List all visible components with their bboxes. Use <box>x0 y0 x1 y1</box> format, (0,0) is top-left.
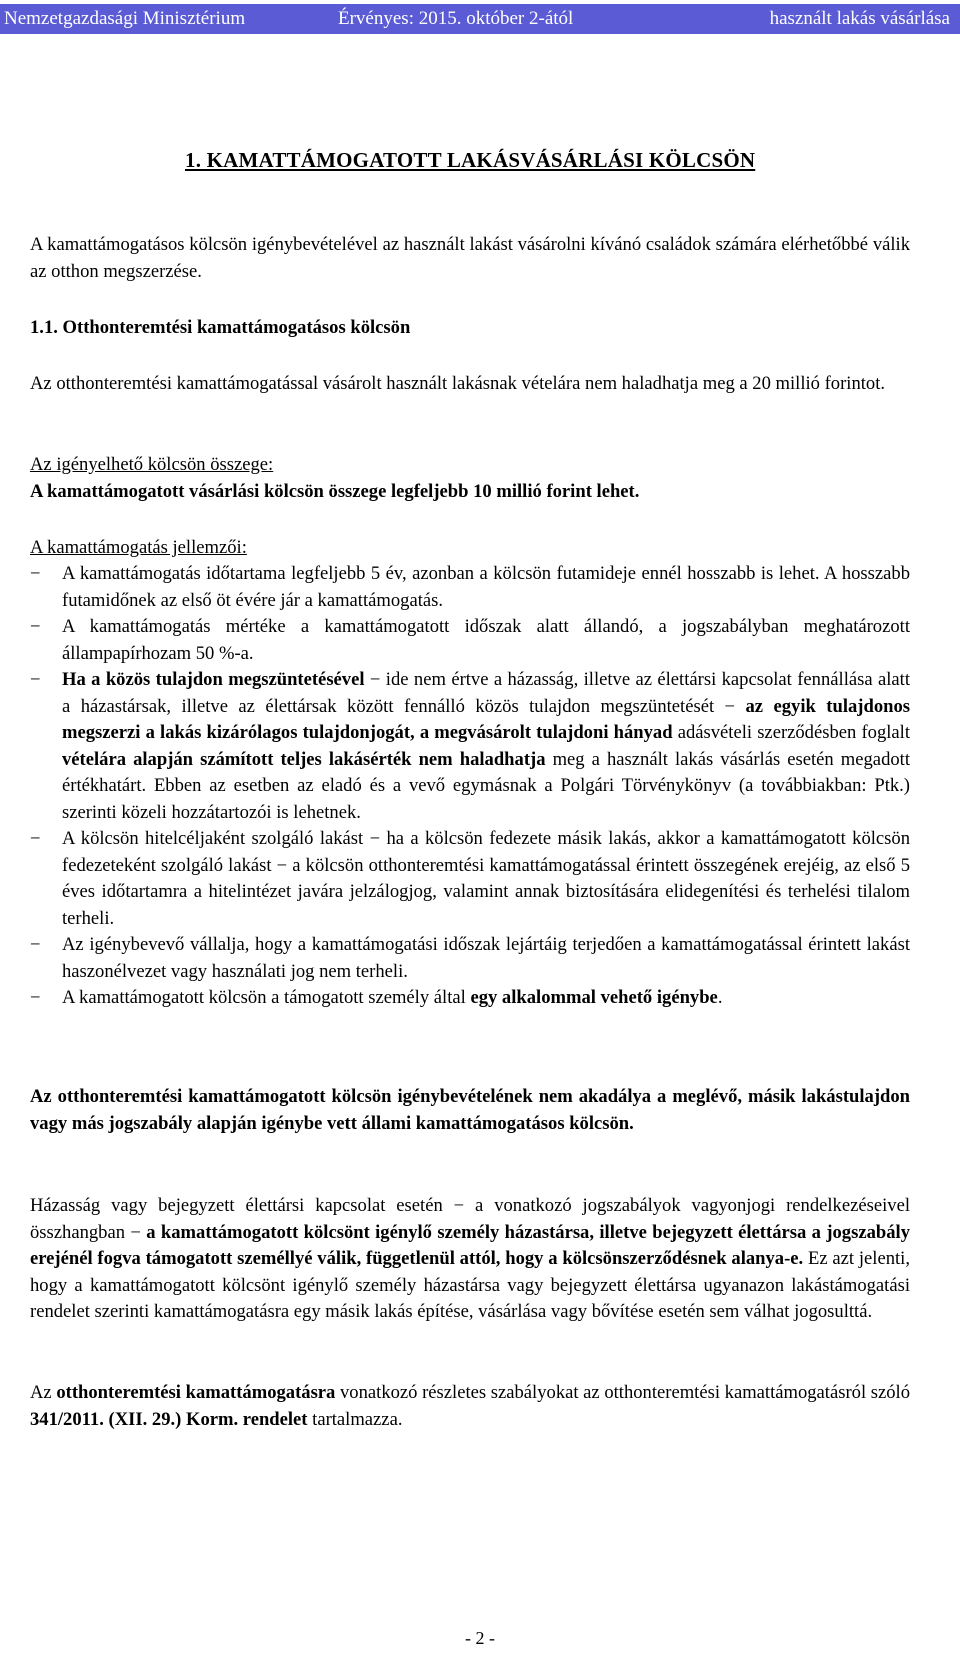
regulation-paragraph: Az otthonteremtési kamattámogatásra vonatkozó részletes szabályokat az otthonteremtési kamattámogatásról szóló 341/2011. (XII. 29.) Korm. rendelet tartalmazza. <box>30 1382 911 1430</box>
header-ministry: Nemzetgazdasági Minisztérium <box>4 8 246 29</box>
list-item: − Az igénybevevő vállalja, hogy a kamattámogatási időszak lejártáig terjedően a kamattámogatással érintett lakást haszonélvezet vagy használati jog nem terheli. <box>30 932 910 985</box>
document-title: 1. KAMATTÁMOGATOTT LAKÁSVÁSÁRLÁSI KÖLCSÖN <box>185 148 756 172</box>
page-number: - 2 - <box>465 1628 495 1648</box>
header-topic: használt lakás vásárlása <box>769 8 950 29</box>
features-list <box>30 561 910 1012</box>
list-item: − A kamattámogatott kölcsön a támogatott személy által egy alkalommal vehető igénybe. <box>30 985 910 1012</box>
header-validity: Érvényes: 2015. október 2-ától <box>338 8 574 29</box>
list-item: − A kölcsön hitelcéljaként szolgáló lakást − ha a kölcsön fedezete másik lakás, akkor a kamattámogatott kölcsön fedezeteként szolgáló lakást − a kölcsön otthonteremtési kamattámogatással érintett összegének erejéig, az első 5 éves időtartamra a hitelintézet javára jelzálogjog, valamint annak biztosítására elidegenítési és terhelési tilalom terheli. <box>30 826 910 932</box>
section-heading: 1.1. Otthonteremtési kamattámogatásos kölcsön <box>30 317 411 338</box>
list-item: − A kamattámogatás időtartama legfeljebb 5 év, azonban a kölcsön futamideje ennél hosszabb is lehet. A hosszabb futamidőnek az első öt évére jár a kamattámogatás. <box>30 561 910 614</box>
features-heading: A kamattámogatás jellemzői: <box>30 537 247 558</box>
loan-amount-text: A kamattámogatott vásárlási kölcsön összege legfeljebb 10 millió forint lehet. <box>30 481 640 502</box>
page-header <box>0 4 960 34</box>
intro-paragraph: A kamattámogatásos kölcsön igénybevételével az használt lakást vásárolni kívánó családok számára elérhetőbbé válik az otthon megszerzése. <box>30 234 910 282</box>
list-item: − Ha a közös tulajdon megszüntetésével − ide nem értve a házasság, illetve az élettársi kapcsolat fennállása alatt a házastársak, illetve az élettársak között fennálló közös tulajdon megszüntetését − az egyik tulajdonos megszerzi a lakás kizárólagos tulajdonjogát, a megvásárolt tulajdoni hányad adásvételi szerződésben foglalt vételára alapján számított teljes lakásérték nem haladhatja meg a használt lakás vásárlás esetén megadott értékhatárt. Ebben az esetben az eladó és a vevő egymásnak a Polgári Törvénykönyv (a továbbiakban: Ptk.) szerinti közeli hozzátartozói is lehetnek. <box>30 667 910 826</box>
state-loan-note: Az otthonteremtési kamattámogatott kölcsön igénybevételének nem akadálya a meglévő, másik lakástulajdon vagy más jogszabály alapján igénybe vett állami kamattámogatásos kölcsön. <box>30 1086 910 1134</box>
price-limit-paragraph: Az otthonteremtési kamattámogatással vásárolt használt lakásnak vételára nem haladhatja meg a 20 millió forintot. <box>30 373 886 394</box>
loan-amount-heading: Az igényelhető kölcsön összege: <box>30 454 274 475</box>
marriage-paragraph: Házasság vagy bejegyzett élettársi kapcsolat esetén − a vonatkozó jogszabályok vagyonjogi rendelkezéseivel összhangban − a kamattámogatott kölcsönt igénylő személy házastársa, illetve bejegyzett élettársa a jogszabály erejénél fogva támogatott személlyé válik, függetlenül attól, hogy a kölcsönszerződésnek alanya-e. Ez azt jelenti, hogy a kamattámogatott kölcsönt igénylő személy házastársa vagy bejegyzett élettársa ugyanazon lakástámogatási rendelet szerinti kamattámogatásra egy másik lakás építése, vásárlása vagy bővítése esetén sem válhat jogosulttá. <box>30 1195 910 1322</box>
list-item: − A kamattámogatás mértéke a kamattámogatott időszak alatt állandó, a jogszabályban meghatározott állampapírhozam 50 %-a. <box>30 614 910 667</box>
